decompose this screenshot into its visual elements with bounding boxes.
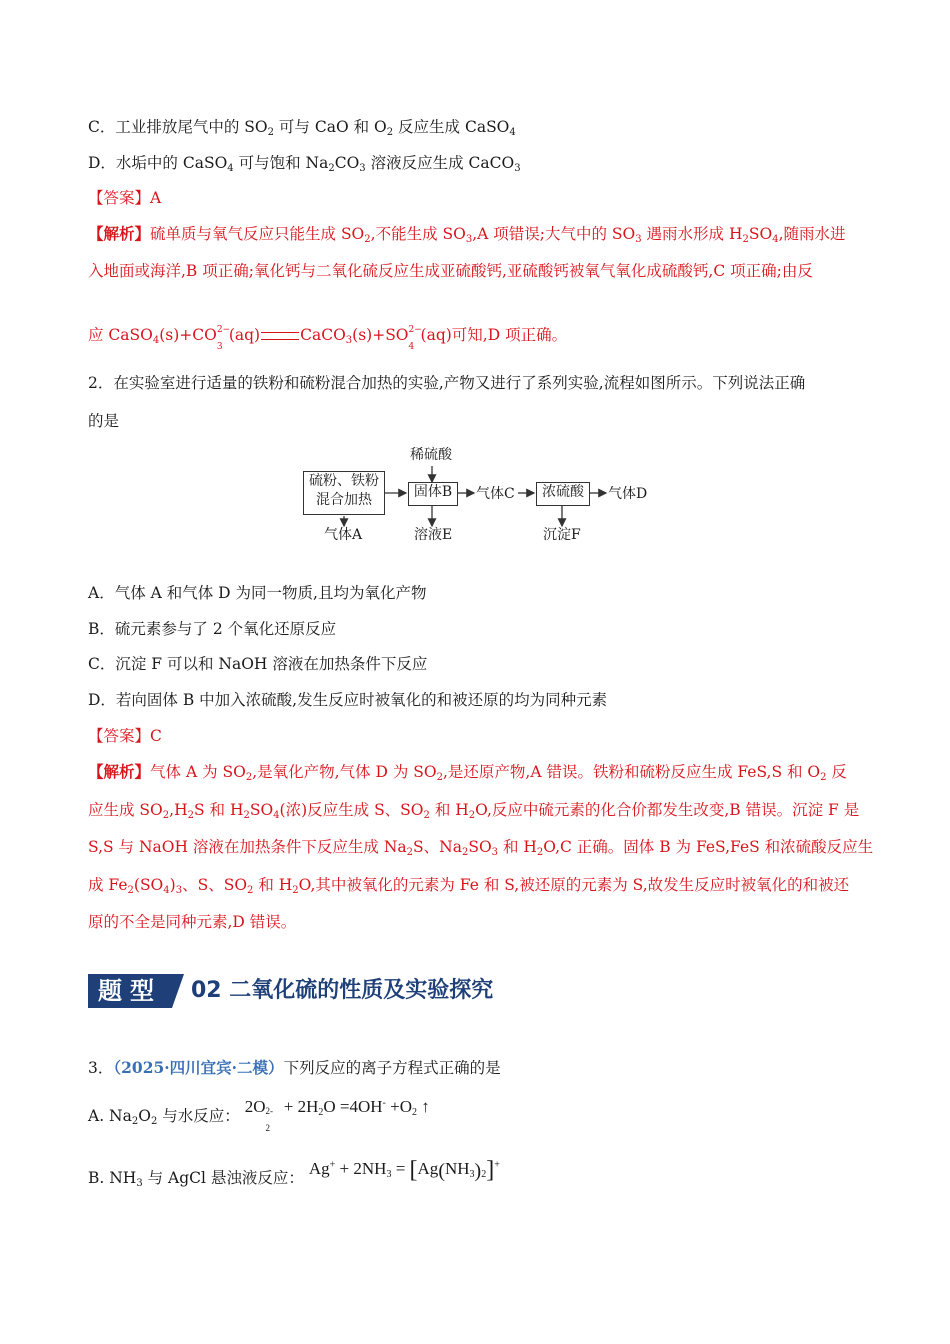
q1-explanation-line2: 入地面或海洋,B 项正确;氧化钙与二氧化硫反应生成亚硫酸钙,亚硫酸钙被氧气氧化成硫酸钙,C 项正确;由反: [88, 262, 813, 280]
sub: 2: [436, 772, 443, 783]
right-bracket: ]: [486, 1157, 495, 1183]
equilibrium-sign: [261, 332, 299, 340]
text: S、Na: [413, 838, 462, 856]
section-tag-slant: [172, 974, 184, 1008]
text: Ag: [417, 1159, 439, 1178]
text: 可与饱和 Na: [233, 154, 329, 172]
text: 硫单质与氧气反应只能生成 SO: [150, 225, 365, 243]
sub: 2: [820, 772, 827, 783]
section-tag: 题型: [88, 974, 172, 1008]
explanation-label: 【解析】: [88, 762, 151, 781]
sub: 2: [162, 810, 170, 821]
sub: 4: [509, 127, 516, 138]
q1-option-c: [88, 116, 516, 138]
sub: 2: [461, 847, 469, 858]
label-gas-a: 气体A: [324, 527, 363, 543]
label-precipitate-f: 沉淀F: [543, 527, 581, 543]
charge: 2−: [216, 325, 231, 335]
text: 反应生成 CaSO: [393, 118, 510, 136]
sub: 2: [481, 1169, 487, 1180]
sub: 2: [131, 1116, 139, 1127]
sub: 3: [345, 335, 353, 346]
text: ↑: [417, 1097, 430, 1116]
q2-explanation-line2: [88, 799, 859, 821]
box-conc-sulfuric-acid: 浓硫酸: [536, 482, 590, 506]
q2-option-b: B．硫元素参与了 2 个氧化还原反应: [88, 620, 337, 638]
sub: 2: [245, 772, 253, 783]
left-bracket: [: [409, 1157, 418, 1183]
q3-stem: [88, 1057, 501, 1079]
sub: 2: [265, 1123, 270, 1133]
text: O,C 正确。固体 B 为 FeS,FeS 和浓硫酸反应生: [543, 838, 874, 856]
text: C．工业排放尾气中的 SO: [88, 118, 268, 136]
sub: 4: [408, 342, 415, 352]
question-text: 下列反应的离子方程式正确的是: [283, 1059, 501, 1077]
section-title: 02 二氧化硫的性质及实验探究: [191, 978, 494, 1003]
text: O =4OH: [323, 1097, 383, 1116]
text: 气体 A 为 SO: [150, 763, 246, 781]
text: SO: [249, 801, 274, 819]
text: O,反应中硫元素的化合价都发生改变,B 错误。沉淀 F 是: [475, 801, 860, 819]
sub: 2: [406, 847, 414, 858]
text: 与 AgCl 悬浊液反应：: [142, 1169, 304, 1187]
text: (SO: [133, 876, 164, 894]
box-line: 混合加热: [316, 492, 372, 508]
text: 可与 CaO 和 O: [274, 118, 387, 136]
q1-explanation-line1: [88, 223, 846, 245]
sub: 3: [386, 1169, 392, 1180]
text: 和 H: [498, 838, 537, 856]
ion-charge-stack: [216, 325, 231, 352]
text: CO: [334, 154, 360, 172]
q3-option-a: [88, 1096, 430, 1136]
q2-explanation-line3: [88, 836, 873, 858]
sub: 3: [491, 847, 499, 858]
sub: 2: [742, 234, 749, 245]
sub: 3: [175, 885, 183, 896]
text: (aq): [228, 326, 261, 344]
ion-charge-stack: [265, 1102, 279, 1133]
text: +O: [385, 1097, 412, 1116]
label-gas-c: 气体C: [476, 486, 515, 502]
ion-charge-stack: [408, 325, 422, 352]
text: 成 Fe: [88, 876, 128, 894]
sub: 3: [216, 342, 223, 352]
text: O: [138, 1107, 151, 1125]
text: Ag: [308, 1159, 330, 1178]
sub: 3: [359, 163, 366, 174]
sub: 2: [243, 810, 250, 821]
sub: 4: [273, 810, 280, 821]
q2-explanation-line4: [88, 874, 849, 896]
sup: -: [382, 1097, 386, 1109]
q2-stem-line2: 的是: [88, 412, 120, 430]
question-source: （2025·四川宜宾·二模）: [113, 1058, 284, 1077]
label-dilute-sulfuric-acid: 稀硫酸: [410, 447, 452, 463]
text: ,是氧化产物,气体 D 为 SO: [252, 763, 437, 781]
sub: 4: [163, 885, 170, 896]
label-solution-e: 溶液E: [414, 527, 453, 543]
flow-diagram: [300, 444, 660, 549]
q2-explanation-line1: [88, 761, 847, 783]
sub: 3: [136, 1178, 143, 1189]
sub: 2: [127, 885, 134, 896]
q2-option-a: A．气体 A 和气体 D 为同一物质,且均为氧化产物: [88, 584, 427, 602]
text: 溶液反应生成 CaCO: [365, 154, 515, 172]
sub: 4: [227, 163, 234, 174]
sub: 3: [514, 163, 521, 174]
text: + 2H: [279, 1097, 319, 1116]
q1-explanation-line3: [88, 324, 568, 352]
left-paren: (: [438, 1160, 445, 1182]
q2-option-c: C．沉淀 F 可以和 NaOH 溶液在加热条件下反应: [88, 655, 428, 673]
sub: 2: [364, 234, 371, 245]
right-paren: ): [474, 1160, 482, 1182]
sub: 2: [292, 885, 299, 896]
sub: 4: [772, 234, 779, 245]
text: ): [169, 876, 176, 894]
text: S 和 H: [193, 801, 244, 819]
text: (s)+CO: [159, 326, 217, 344]
sub: 2: [247, 885, 254, 896]
q1-option-d: [88, 152, 521, 174]
sub: 2: [386, 127, 394, 138]
equation-b: [308, 1157, 500, 1183]
text: 、S、SO: [182, 876, 248, 894]
sub: 2: [328, 163, 335, 174]
sub: 2: [468, 810, 476, 821]
sub: 2: [150, 1116, 158, 1127]
label-gas-d: 气体D: [608, 486, 648, 502]
text: 反: [826, 763, 847, 781]
text: 和 H: [253, 876, 293, 894]
q2-option-d: D．若向固体 B 中加入浓硫酸,发生反应时被氧化的和被还原的均为同种元素: [88, 691, 608, 709]
sub: 2: [267, 127, 274, 138]
section-banner: [88, 970, 863, 1016]
text: 与水反应：: [157, 1107, 240, 1125]
text: B. NH: [88, 1169, 137, 1187]
q3-option-b: [88, 1158, 500, 1200]
text: 和 H: [429, 801, 469, 819]
equation-a: [244, 1097, 430, 1133]
sub: 4: [152, 335, 160, 346]
text: SO: [748, 225, 773, 243]
box-solid-b: 固体B: [408, 482, 458, 506]
text: + 2NH: [335, 1159, 387, 1178]
text: (浓)反应生成 S、SO: [279, 801, 424, 819]
text: O,其中被氧化的元素为 Fe 和 S,被还原的元素为 S,故发生反应时被氧化的和被还: [298, 876, 850, 894]
text: =: [391, 1159, 410, 1178]
q2-answer: 【答案】C: [88, 727, 162, 745]
text: 2O: [244, 1097, 266, 1116]
box-line: 硫粉、铁粉: [309, 473, 379, 489]
text: ,A 项错误;大气中的 SO: [472, 225, 636, 243]
charge: 2−: [408, 325, 422, 335]
text: 应生成 SO: [88, 801, 163, 819]
sub: 2: [423, 810, 430, 821]
text: S,S 与 NaOH 溶液在加热条件下反应生成 Na: [88, 838, 407, 856]
sub: 2: [536, 847, 544, 858]
text: ,H: [169, 801, 188, 819]
text: D．水垢中的 CaSO: [88, 154, 228, 172]
sub: 3: [635, 234, 642, 245]
q2-stem-line1: 2．在实验室进行适量的铁粉和硫粉混合加热的实验,产物又进行了系列实验,流程如图所示。下列说法正确: [88, 374, 806, 392]
text: ,是还原产物,A 错误。铁粉和硫粉反应生成 FeS,S 和 O: [442, 763, 821, 781]
charge: 2-: [265, 1106, 273, 1116]
sub: 3: [469, 1169, 475, 1180]
text: (aq)可知,D 项正确。: [420, 326, 568, 344]
text: A. Na: [88, 1107, 132, 1125]
text: 应 CaSO: [88, 326, 153, 344]
text: SO: [468, 838, 492, 856]
sup: +: [494, 1159, 500, 1171]
text: 遇雨水形成 H: [641, 225, 743, 243]
box-mix-heat: [303, 471, 385, 515]
text: NH: [444, 1159, 470, 1178]
text: ,随雨水进: [778, 225, 846, 243]
q2-explanation-line5: 原的不全是同种元素,D 错误。: [88, 913, 297, 931]
sub: 3: [465, 234, 473, 245]
text: CaCO: [300, 326, 346, 344]
explanation-label: 【解析】: [88, 224, 151, 243]
sup: +: [329, 1159, 336, 1171]
sub: 2: [412, 1107, 417, 1118]
text: (s)+SO: [352, 326, 409, 344]
sub: 2: [318, 1107, 324, 1118]
q1-answer: 【答案】A: [88, 189, 162, 207]
text: ,不能生成 SO: [370, 225, 466, 243]
sub: 2: [187, 810, 194, 821]
question-number: 3．: [88, 1059, 114, 1077]
